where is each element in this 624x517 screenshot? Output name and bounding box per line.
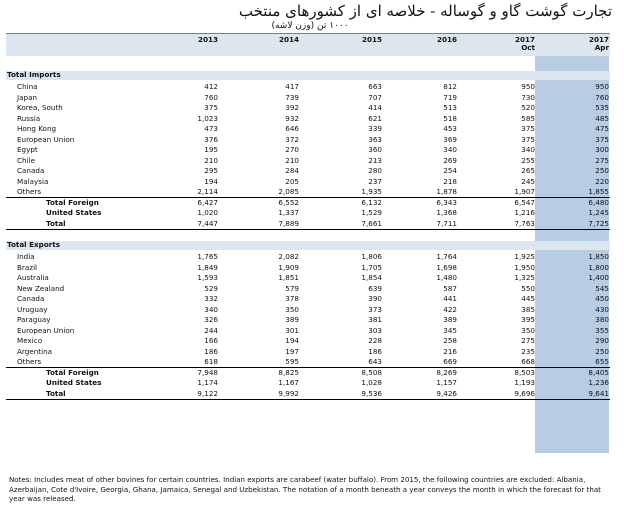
total-row bbox=[6, 378, 610, 388]
cell-value: 587 bbox=[443, 283, 457, 293]
cell-value: 1,174 bbox=[197, 378, 218, 387]
cell-value: 395 bbox=[521, 315, 535, 324]
cell-value: 1,325 bbox=[514, 273, 535, 282]
table-row bbox=[6, 315, 610, 325]
cell-value: 375 bbox=[204, 103, 218, 112]
column-year: 2015 bbox=[361, 35, 382, 44]
cell-value: 275 bbox=[521, 336, 535, 345]
cell-value: 6,547 bbox=[514, 197, 535, 207]
cell-value: 275 bbox=[595, 155, 609, 165]
cell-value: 1,480 bbox=[436, 273, 457, 282]
cell-value: 205 bbox=[285, 176, 299, 186]
table-row bbox=[6, 124, 610, 134]
table-notes: Notes: Includes meat of other bovines for certain countries. Indian exports are carabeef (water buffalo). From 2015, the following countries are excluded: Albania, Azerbaijan, Cote d'Ivoire, Georgia, Ghana, Jamaica, Senegal and Uzbekistan. The notation of a month beneath a year conveys the month in which the forecast for that year was released. bbox=[9, 475, 601, 503]
cell-value: 194 bbox=[204, 176, 218, 186]
cell-value: 453 bbox=[443, 124, 457, 133]
cell-value: 7,447 bbox=[197, 218, 218, 228]
cell-value: 270 bbox=[285, 145, 299, 154]
row-label: Brazil bbox=[17, 262, 38, 272]
cell-value: 220 bbox=[595, 176, 609, 186]
cell-value: 6,132 bbox=[361, 197, 382, 207]
cell-value: 529 bbox=[204, 283, 218, 293]
row-label: Canada bbox=[17, 294, 45, 303]
cell-value: 380 bbox=[595, 315, 609, 324]
cell-value: 1,400 bbox=[588, 273, 609, 282]
cell-value: 9,992 bbox=[278, 388, 299, 398]
cell-value: 301 bbox=[285, 325, 299, 335]
table-row bbox=[6, 135, 610, 145]
cell-value: 1,028 bbox=[361, 378, 382, 387]
cell-value: 376 bbox=[204, 134, 218, 144]
cell-value: 1,855 bbox=[588, 187, 609, 196]
table-row bbox=[6, 357, 610, 367]
row-label: Total Foreign bbox=[46, 197, 99, 207]
cell-value: 265 bbox=[521, 166, 535, 175]
table-row bbox=[6, 273, 610, 283]
cell-value: 8,269 bbox=[436, 367, 457, 377]
cell-value: 545 bbox=[595, 283, 609, 293]
cell-value: 303 bbox=[368, 325, 382, 335]
cell-value: 269 bbox=[443, 155, 457, 165]
cell-value: 579 bbox=[285, 283, 299, 293]
cell-value: 385 bbox=[521, 304, 535, 314]
table-row bbox=[6, 305, 610, 315]
row-label: United States bbox=[46, 378, 102, 387]
cell-value: 2,085 bbox=[278, 187, 299, 196]
cell-value: 213 bbox=[368, 155, 382, 165]
cell-value: 363 bbox=[368, 134, 382, 144]
cell-value: 390 bbox=[368, 294, 382, 303]
cell-value: 1,236 bbox=[588, 378, 609, 387]
cell-value: 250 bbox=[595, 346, 609, 356]
table-row bbox=[6, 156, 610, 166]
cell-value: 1,950 bbox=[514, 262, 535, 272]
row-label: European Union bbox=[17, 134, 75, 144]
cell-value: 585 bbox=[521, 113, 535, 123]
table-row bbox=[6, 284, 610, 294]
table-row bbox=[6, 177, 610, 187]
cell-value: 195 bbox=[204, 145, 218, 154]
beef-trade-table bbox=[6, 33, 610, 453]
cell-value: 350 bbox=[521, 325, 535, 335]
column-month: Oct bbox=[521, 43, 535, 52]
column-year: 2014 bbox=[278, 35, 299, 44]
cell-value: 535 bbox=[595, 103, 609, 112]
cell-value: 350 bbox=[285, 304, 299, 314]
cell-value: 355 bbox=[595, 325, 609, 335]
row-label: Japan bbox=[17, 92, 38, 102]
table-row bbox=[6, 103, 610, 113]
cell-value: 473 bbox=[204, 124, 218, 133]
cell-value: 166 bbox=[204, 336, 218, 345]
cell-value: 760 bbox=[204, 92, 218, 102]
exports-heading bbox=[6, 240, 610, 250]
cell-value: 9,641 bbox=[588, 388, 609, 398]
cell-value: 1,850 bbox=[588, 252, 609, 261]
cell-value: 1,935 bbox=[361, 187, 382, 196]
cell-value: 339 bbox=[368, 124, 382, 133]
row-label: Korea, South bbox=[17, 103, 63, 112]
cell-value: 9,122 bbox=[197, 388, 218, 398]
cell-value: 430 bbox=[595, 304, 609, 314]
cell-value: 373 bbox=[368, 304, 382, 314]
cell-value: 1,368 bbox=[436, 208, 457, 217]
cell-value: 1,167 bbox=[278, 378, 299, 387]
table-row bbox=[6, 145, 610, 155]
row-label: Total bbox=[46, 218, 66, 228]
row-label: Hong Kong bbox=[17, 124, 57, 133]
cell-value: 9,696 bbox=[514, 388, 535, 398]
cell-value: 668 bbox=[521, 357, 535, 366]
column-header-row bbox=[6, 33, 610, 56]
imports-heading bbox=[6, 70, 610, 80]
cell-value: 295 bbox=[204, 166, 218, 175]
total-row bbox=[6, 368, 610, 378]
row-label: Others bbox=[17, 357, 42, 366]
cell-value: 1,909 bbox=[278, 262, 299, 272]
table-row bbox=[6, 326, 610, 336]
row-label: India bbox=[17, 252, 35, 261]
cell-value: 932 bbox=[285, 113, 299, 123]
cell-value: 1,193 bbox=[514, 378, 535, 387]
cell-value: 1,878 bbox=[436, 187, 457, 196]
cell-value: 1,593 bbox=[197, 273, 218, 282]
column-year: 2017 bbox=[514, 35, 535, 44]
cell-value: 1,765 bbox=[197, 252, 218, 261]
page-title: تجارت گوشت گاو و گوساله - خلاصه ای از کشورهای منتخب bbox=[238, 2, 612, 20]
cell-value: 210 bbox=[285, 155, 299, 165]
cell-value: 643 bbox=[368, 357, 382, 366]
cell-value: 7,948 bbox=[197, 367, 218, 377]
cell-value: 1,020 bbox=[197, 208, 218, 217]
column-year: 2013 bbox=[197, 35, 218, 44]
cell-value: 7,889 bbox=[278, 218, 299, 228]
cell-value: 332 bbox=[204, 294, 218, 303]
column-year: 2017 bbox=[588, 35, 609, 44]
cell-value: 422 bbox=[443, 304, 457, 314]
cell-value: 8,508 bbox=[361, 367, 382, 377]
cell-value: 513 bbox=[443, 103, 457, 112]
cell-value: 1,705 bbox=[361, 262, 382, 272]
cell-value: 392 bbox=[285, 103, 299, 112]
cell-value: 450 bbox=[595, 294, 609, 303]
row-label: China bbox=[17, 82, 38, 91]
cell-value: 1,907 bbox=[514, 187, 535, 196]
column-header-3 bbox=[397, 36, 457, 44]
cell-value: 8,405 bbox=[588, 367, 609, 377]
row-label: European Union bbox=[17, 325, 75, 335]
cell-value: 237 bbox=[368, 176, 382, 186]
cell-value: 284 bbox=[285, 166, 299, 175]
imports-total-rule bbox=[6, 229, 610, 230]
cell-value: 1,216 bbox=[514, 208, 535, 217]
table-row bbox=[6, 82, 610, 92]
cell-value: 254 bbox=[443, 166, 457, 175]
cell-value: 1,764 bbox=[436, 252, 457, 261]
row-label: Canada bbox=[17, 166, 45, 175]
cell-value: 1,698 bbox=[436, 262, 457, 272]
cell-value: 550 bbox=[521, 283, 535, 293]
column-header-2 bbox=[322, 36, 382, 44]
cell-value: 518 bbox=[443, 113, 457, 123]
cell-value: 412 bbox=[204, 82, 218, 91]
cell-value: 1,245 bbox=[588, 208, 609, 217]
cell-value: 7,725 bbox=[588, 218, 609, 228]
column-year: 2016 bbox=[436, 35, 457, 44]
cell-value: 194 bbox=[285, 336, 299, 345]
row-label: Russia bbox=[17, 113, 41, 123]
cell-value: 7,763 bbox=[514, 218, 535, 228]
column-header-4 bbox=[475, 36, 535, 52]
cell-value: 7,711 bbox=[436, 218, 457, 228]
row-label: Total Imports bbox=[7, 70, 61, 79]
cell-value: 1,925 bbox=[514, 252, 535, 261]
total-row bbox=[6, 198, 610, 208]
cell-value: 216 bbox=[443, 346, 457, 356]
cell-value: 381 bbox=[368, 315, 382, 324]
table-row bbox=[6, 347, 610, 357]
column-month: Apr bbox=[594, 43, 609, 52]
cell-value: 1,851 bbox=[278, 273, 299, 282]
cell-value: 244 bbox=[204, 325, 218, 335]
cell-value: 445 bbox=[521, 294, 535, 303]
cell-value: 210 bbox=[204, 155, 218, 165]
cell-value: 258 bbox=[443, 336, 457, 345]
cell-value: 186 bbox=[368, 346, 382, 356]
cell-value: 372 bbox=[285, 134, 299, 144]
cell-value: 1,806 bbox=[361, 252, 382, 261]
table-row bbox=[6, 187, 610, 197]
table-row bbox=[6, 263, 610, 273]
cell-value: 414 bbox=[368, 103, 382, 112]
cell-value: 8,503 bbox=[514, 367, 535, 377]
row-label: United States bbox=[46, 208, 102, 217]
cell-value: 345 bbox=[443, 325, 457, 335]
table-row bbox=[6, 252, 610, 262]
cell-value: 375 bbox=[595, 134, 609, 144]
table-row bbox=[6, 114, 610, 124]
cell-value: 520 bbox=[521, 103, 535, 112]
cell-value: 621 bbox=[368, 113, 382, 123]
cell-value: 595 bbox=[285, 357, 299, 366]
cell-value: 389 bbox=[285, 315, 299, 324]
cell-value: 1,529 bbox=[361, 208, 382, 217]
cell-value: 340 bbox=[521, 145, 535, 154]
cell-value: 1,800 bbox=[588, 262, 609, 272]
table-row bbox=[6, 336, 610, 346]
total-row bbox=[6, 389, 610, 399]
cell-value: 8,825 bbox=[278, 367, 299, 377]
cell-value: 340 bbox=[204, 304, 218, 314]
cell-value: 375 bbox=[521, 124, 535, 133]
cell-value: 730 bbox=[521, 92, 535, 102]
cell-value: 719 bbox=[443, 92, 457, 102]
cell-value: 1,157 bbox=[436, 378, 457, 387]
row-label: Paraguay bbox=[17, 315, 51, 324]
page-subtitle: ۱۰۰۰ تن (وزن لاشه) bbox=[271, 21, 349, 31]
cell-value: 646 bbox=[285, 124, 299, 133]
cell-value: 2,082 bbox=[278, 252, 299, 261]
cell-value: 9,426 bbox=[436, 388, 457, 398]
cell-value: 417 bbox=[285, 82, 299, 91]
cell-value: 2,114 bbox=[197, 187, 218, 196]
cell-value: 218 bbox=[443, 176, 457, 186]
table-row bbox=[6, 93, 610, 103]
cell-value: 639 bbox=[368, 283, 382, 293]
cell-value: 475 bbox=[595, 124, 609, 133]
cell-value: 760 bbox=[595, 92, 609, 102]
cell-value: 1,337 bbox=[278, 208, 299, 217]
row-label: Malaysia bbox=[17, 176, 49, 186]
column-header-1 bbox=[239, 36, 299, 44]
cell-value: 389 bbox=[443, 315, 457, 324]
cell-value: 485 bbox=[595, 113, 609, 123]
total-row bbox=[6, 219, 610, 229]
cell-value: 197 bbox=[285, 346, 299, 356]
exports-total-rule bbox=[6, 399, 610, 400]
cell-value: 6,343 bbox=[436, 197, 457, 207]
cell-value: 6,480 bbox=[588, 197, 609, 207]
column-header-0 bbox=[158, 36, 218, 44]
cell-value: 340 bbox=[443, 145, 457, 154]
cell-value: 441 bbox=[443, 294, 457, 303]
cell-value: 6,552 bbox=[278, 197, 299, 207]
cell-value: 360 bbox=[368, 145, 382, 154]
cell-value: 950 bbox=[521, 82, 535, 91]
cell-value: 228 bbox=[368, 336, 382, 345]
cell-value: 186 bbox=[204, 346, 218, 356]
cell-value: 235 bbox=[521, 346, 535, 356]
row-label: Argentina bbox=[17, 346, 53, 356]
cell-value: 669 bbox=[443, 357, 457, 366]
cell-value: 7,661 bbox=[361, 218, 382, 228]
total-row bbox=[6, 208, 610, 218]
row-label: Total bbox=[46, 388, 66, 398]
cell-value: 245 bbox=[521, 176, 535, 186]
row-label: Others bbox=[17, 187, 42, 196]
row-label: New Zealand bbox=[17, 283, 65, 293]
row-label: Uruguay bbox=[17, 304, 48, 314]
cell-value: 618 bbox=[204, 357, 218, 366]
cell-value: 300 bbox=[595, 145, 609, 154]
cell-value: 255 bbox=[521, 155, 535, 165]
cell-value: 1,023 bbox=[197, 113, 218, 123]
cell-value: 9,536 bbox=[361, 388, 382, 398]
cell-value: 326 bbox=[204, 315, 218, 324]
cell-value: 250 bbox=[595, 166, 609, 175]
row-label: Egypt bbox=[17, 145, 38, 154]
row-label: Mexico bbox=[17, 336, 43, 345]
table-row bbox=[6, 166, 610, 176]
table-row bbox=[6, 294, 610, 304]
cell-value: 739 bbox=[285, 92, 299, 102]
cell-value: 375 bbox=[521, 134, 535, 144]
cell-value: 1,854 bbox=[361, 273, 382, 282]
row-label: Total Foreign bbox=[46, 367, 99, 377]
cell-value: 378 bbox=[285, 294, 299, 303]
cell-value: 369 bbox=[443, 134, 457, 144]
cell-value: 655 bbox=[595, 357, 609, 366]
cell-value: 6,427 bbox=[197, 197, 218, 207]
row-label: Total Exports bbox=[7, 240, 61, 249]
cell-value: 707 bbox=[368, 92, 382, 102]
cell-value: 663 bbox=[368, 82, 382, 91]
column-header-5 bbox=[549, 36, 609, 52]
row-label: Australia bbox=[17, 273, 49, 282]
cell-value: 812 bbox=[443, 82, 457, 91]
cell-value: 280 bbox=[368, 166, 382, 175]
cell-value: 950 bbox=[595, 82, 609, 91]
row-label: Chile bbox=[17, 155, 35, 165]
cell-value: 290 bbox=[595, 336, 609, 345]
cell-value: 1,849 bbox=[197, 262, 218, 272]
